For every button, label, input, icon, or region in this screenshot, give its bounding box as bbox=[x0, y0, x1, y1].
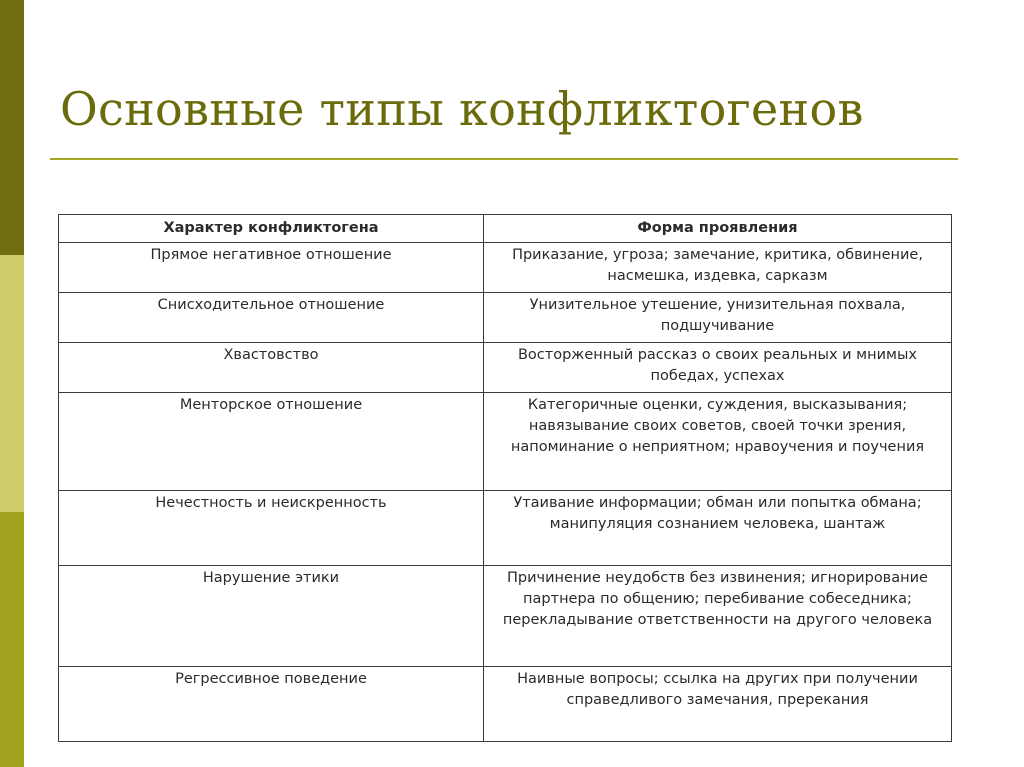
cell-type: Регрессивное поведение bbox=[59, 667, 484, 742]
table-row bbox=[59, 667, 952, 742]
table-header-row bbox=[59, 215, 952, 243]
header-form: Форма проявления bbox=[484, 215, 952, 243]
cell-type: Снисходительное отношение bbox=[59, 293, 484, 343]
cell-type: Нарушение этики bbox=[59, 566, 484, 667]
table-row bbox=[59, 243, 952, 293]
header-type: Характер конфликтогена bbox=[59, 215, 484, 243]
table-row bbox=[59, 293, 952, 343]
cell-type: Нечестность и неискренность bbox=[59, 491, 484, 566]
cell-form: Утаивание информации; обман или попытка обмана; манипуляция сознанием человека, шантаж bbox=[484, 491, 952, 566]
cell-form: Унизительное утешение, унизительная похвала, подшучивание bbox=[484, 293, 952, 343]
table-row bbox=[59, 343, 952, 393]
slide-title: Основные типы конфликтогенов bbox=[60, 82, 864, 136]
table-row bbox=[59, 491, 952, 566]
cell-type: Хвастовство bbox=[59, 343, 484, 393]
title-underline bbox=[50, 158, 958, 160]
cell-form: Категоричные оценки, суждения, высказывания; навязывание своих советов, своей точки зрения, напоминание о неприятном; нравоучения и поучения bbox=[484, 393, 952, 491]
conflictogens-table bbox=[58, 214, 952, 742]
table-row bbox=[59, 566, 952, 667]
cell-type: Менторское отношение bbox=[59, 393, 484, 491]
cell-form: Восторженный рассказ о своих реальных и мнимых победах, успехах bbox=[484, 343, 952, 393]
decor-bar-bottom bbox=[0, 512, 24, 767]
cell-form: Причинение неудобств без извинения; игнорирование партнера по общению; перебивание собеседника; перекладывание ответственности на другого человека bbox=[484, 566, 952, 667]
cell-form: Приказание, угроза; замечание, критика, обвинение, насмешка, издевка, сарказм bbox=[484, 243, 952, 293]
decor-bar-middle bbox=[0, 255, 24, 512]
cell-type: Прямое негативное отношение bbox=[59, 243, 484, 293]
decor-bar-top bbox=[0, 0, 24, 255]
cell-form: Наивные вопросы; ссылка на других при получении справедливого замечания, пререкания bbox=[484, 667, 952, 742]
table-row bbox=[59, 393, 952, 491]
